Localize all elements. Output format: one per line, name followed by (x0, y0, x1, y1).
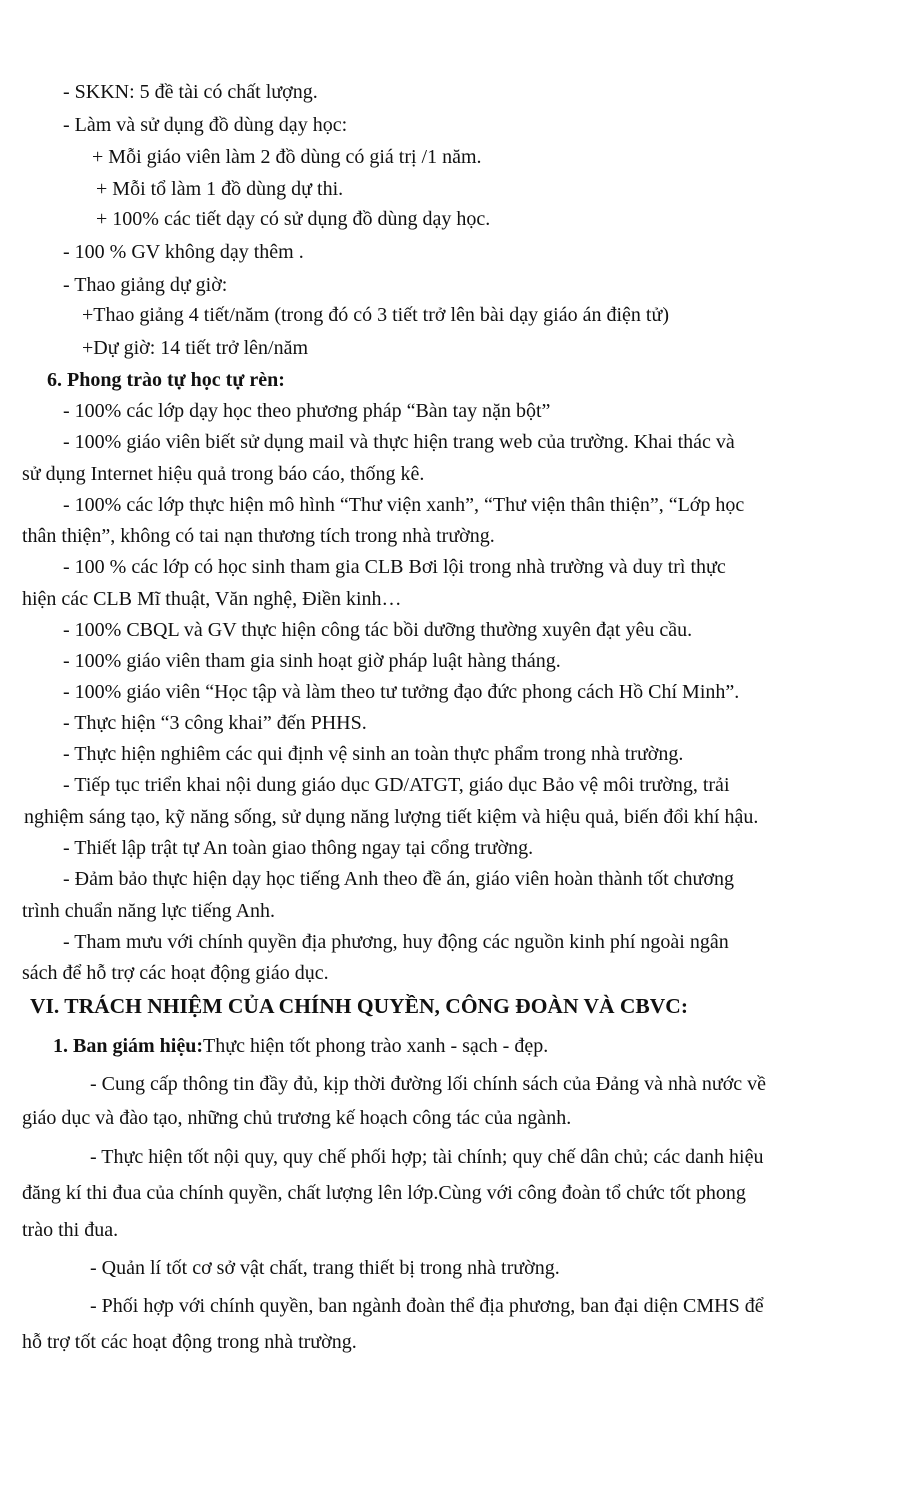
text-line: + Mỗi tổ làm 1 đồ dùng dự thi. (96, 178, 344, 200)
text-line: - 100% các lớp dạy học theo phương pháp “Bàn tay nặn bột” (63, 400, 551, 422)
subsection-label: 1. Ban giám hiệu: (53, 1035, 204, 1057)
text-line: - Thiết lập trật tự An toàn giao thông ngay tại cổng trường. (63, 837, 534, 859)
text-line: nghiệm sáng tạo, kỹ năng sống, sử dụng năng lượng tiết kiệm và hiệu quả, biến đổi khí hậu. (24, 806, 759, 828)
text-line: + 100% các tiết dạy có sử dụng đồ dùng dạy học. (96, 208, 491, 230)
text-line: trào thi đua. (22, 1219, 119, 1241)
text-line: sử dụng Internet hiệu quả trong báo cáo, thống kê. (22, 463, 425, 485)
text-line: - Thực hiện “3 công khai” đến PHHS. (63, 712, 367, 734)
text-line: +Thao giảng 4 tiết/năm (trong đó có 3 tiết trở lên bài dạy giáo án điện tử) (82, 304, 669, 326)
text-line: - 100% giáo viên biết sử dụng mail và thực hiện trang web của trường. Khai thác và (63, 431, 735, 453)
text-line: - Tiếp tục triển khai nội dung giáo dục GD/ATGT, giáo dục Bảo vệ môi trường, trải (63, 774, 730, 796)
text-line: đăng kí thi đua của chính quyền, chất lượng lên lớp.Cùng với công đoàn tổ chức tốt phong (22, 1182, 746, 1204)
text-line: - Thao giảng dự giờ: (63, 274, 228, 296)
subsection-text: Thực hiện tốt phong trào xanh - sạch - đẹp. (203, 1035, 549, 1057)
section-heading: 6. Phong trào tự học tự rèn: (47, 369, 285, 391)
text-line: + Mỗi giáo viên làm 2 đồ dùng có giá trị /1 năm. (92, 146, 482, 168)
text-line (53, 1034, 548, 1058)
text-line: - Đảm bảo thực hiện dạy học tiếng Anh theo đề án, giáo viên hoàn thành tốt chương (63, 868, 734, 890)
text-line: - 100% các lớp thực hiện mô hình “Thư viện xanh”, “Thư viện thân thiện”, “Lớp học (63, 494, 745, 516)
text-line: - 100% CBQL và GV thực hiện công tác bồi dưỡng thường xuyên đạt yêu cầu. (63, 619, 693, 641)
text-line: - Quản lí tốt cơ sở vật chất, trang thiết bị trong nhà trường. (90, 1257, 560, 1279)
text-line: hiện các CLB Mĩ thuật, Văn nghệ, Điền kinh… (22, 588, 402, 610)
text-line: - Cung cấp thông tin đầy đủ, kịp thời đường lối chính sách của Đảng và nhà nước về (90, 1073, 767, 1095)
text-line: hỗ trợ tốt các hoạt động trong nhà trường. (22, 1331, 357, 1353)
text-line: - 100% giáo viên tham gia sinh hoạt giờ pháp luật hàng tháng. (63, 650, 561, 672)
text-line: giáo dục và đào tạo, những chủ trương kế hoạch công tác của ngành. (22, 1107, 572, 1129)
text-line: sách để hỗ trợ các hoạt động giáo dục. (22, 962, 329, 984)
text-line: - Phối hợp với chính quyền, ban ngành đoàn thể địa phương, ban đại diện CMHS để (90, 1295, 764, 1317)
text-line: - SKKN: 5 đề tài có chất lượng. (63, 81, 318, 103)
text-line: trình chuẩn năng lực tiếng Anh. (22, 900, 276, 922)
text-line: - Thực hiện nghiêm các qui định vệ sinh an toàn thực phẩm trong nhà trường. (63, 743, 684, 765)
text-line: - Làm và sử dụng đồ dùng dạy học: (63, 114, 348, 136)
section-heading: VI. TRÁCH NHIỆM CỦA CHÍNH QUYỀN, CÔNG ĐOÀN VÀ CBVC: (30, 994, 688, 1018)
text-line: - Thực hiện tốt nội quy, quy chế phối hợp; tài chính; quy chế dân chủ; các danh hiệu (90, 1146, 764, 1168)
text-line: - 100 % các lớp có học sinh tham gia CLB Bơi lội trong nhà trường và duy trì thực (63, 556, 726, 578)
text-line: +Dự giờ: 14 tiết trở lên/năm (82, 337, 309, 359)
text-line: - Tham mưu với chính quyền địa phương, huy động các nguồn kinh phí ngoài ngân (63, 931, 729, 953)
text-line: - 100 % GV không dạy thêm . (63, 241, 304, 263)
text-line: thân thiện”, không có tai nạn thương tích trong nhà trường. (22, 525, 495, 547)
text-line: - 100% giáo viên “Học tập và làm theo tư tưởng đạo đức phong cách Hồ Chí Minh”. (63, 681, 740, 703)
